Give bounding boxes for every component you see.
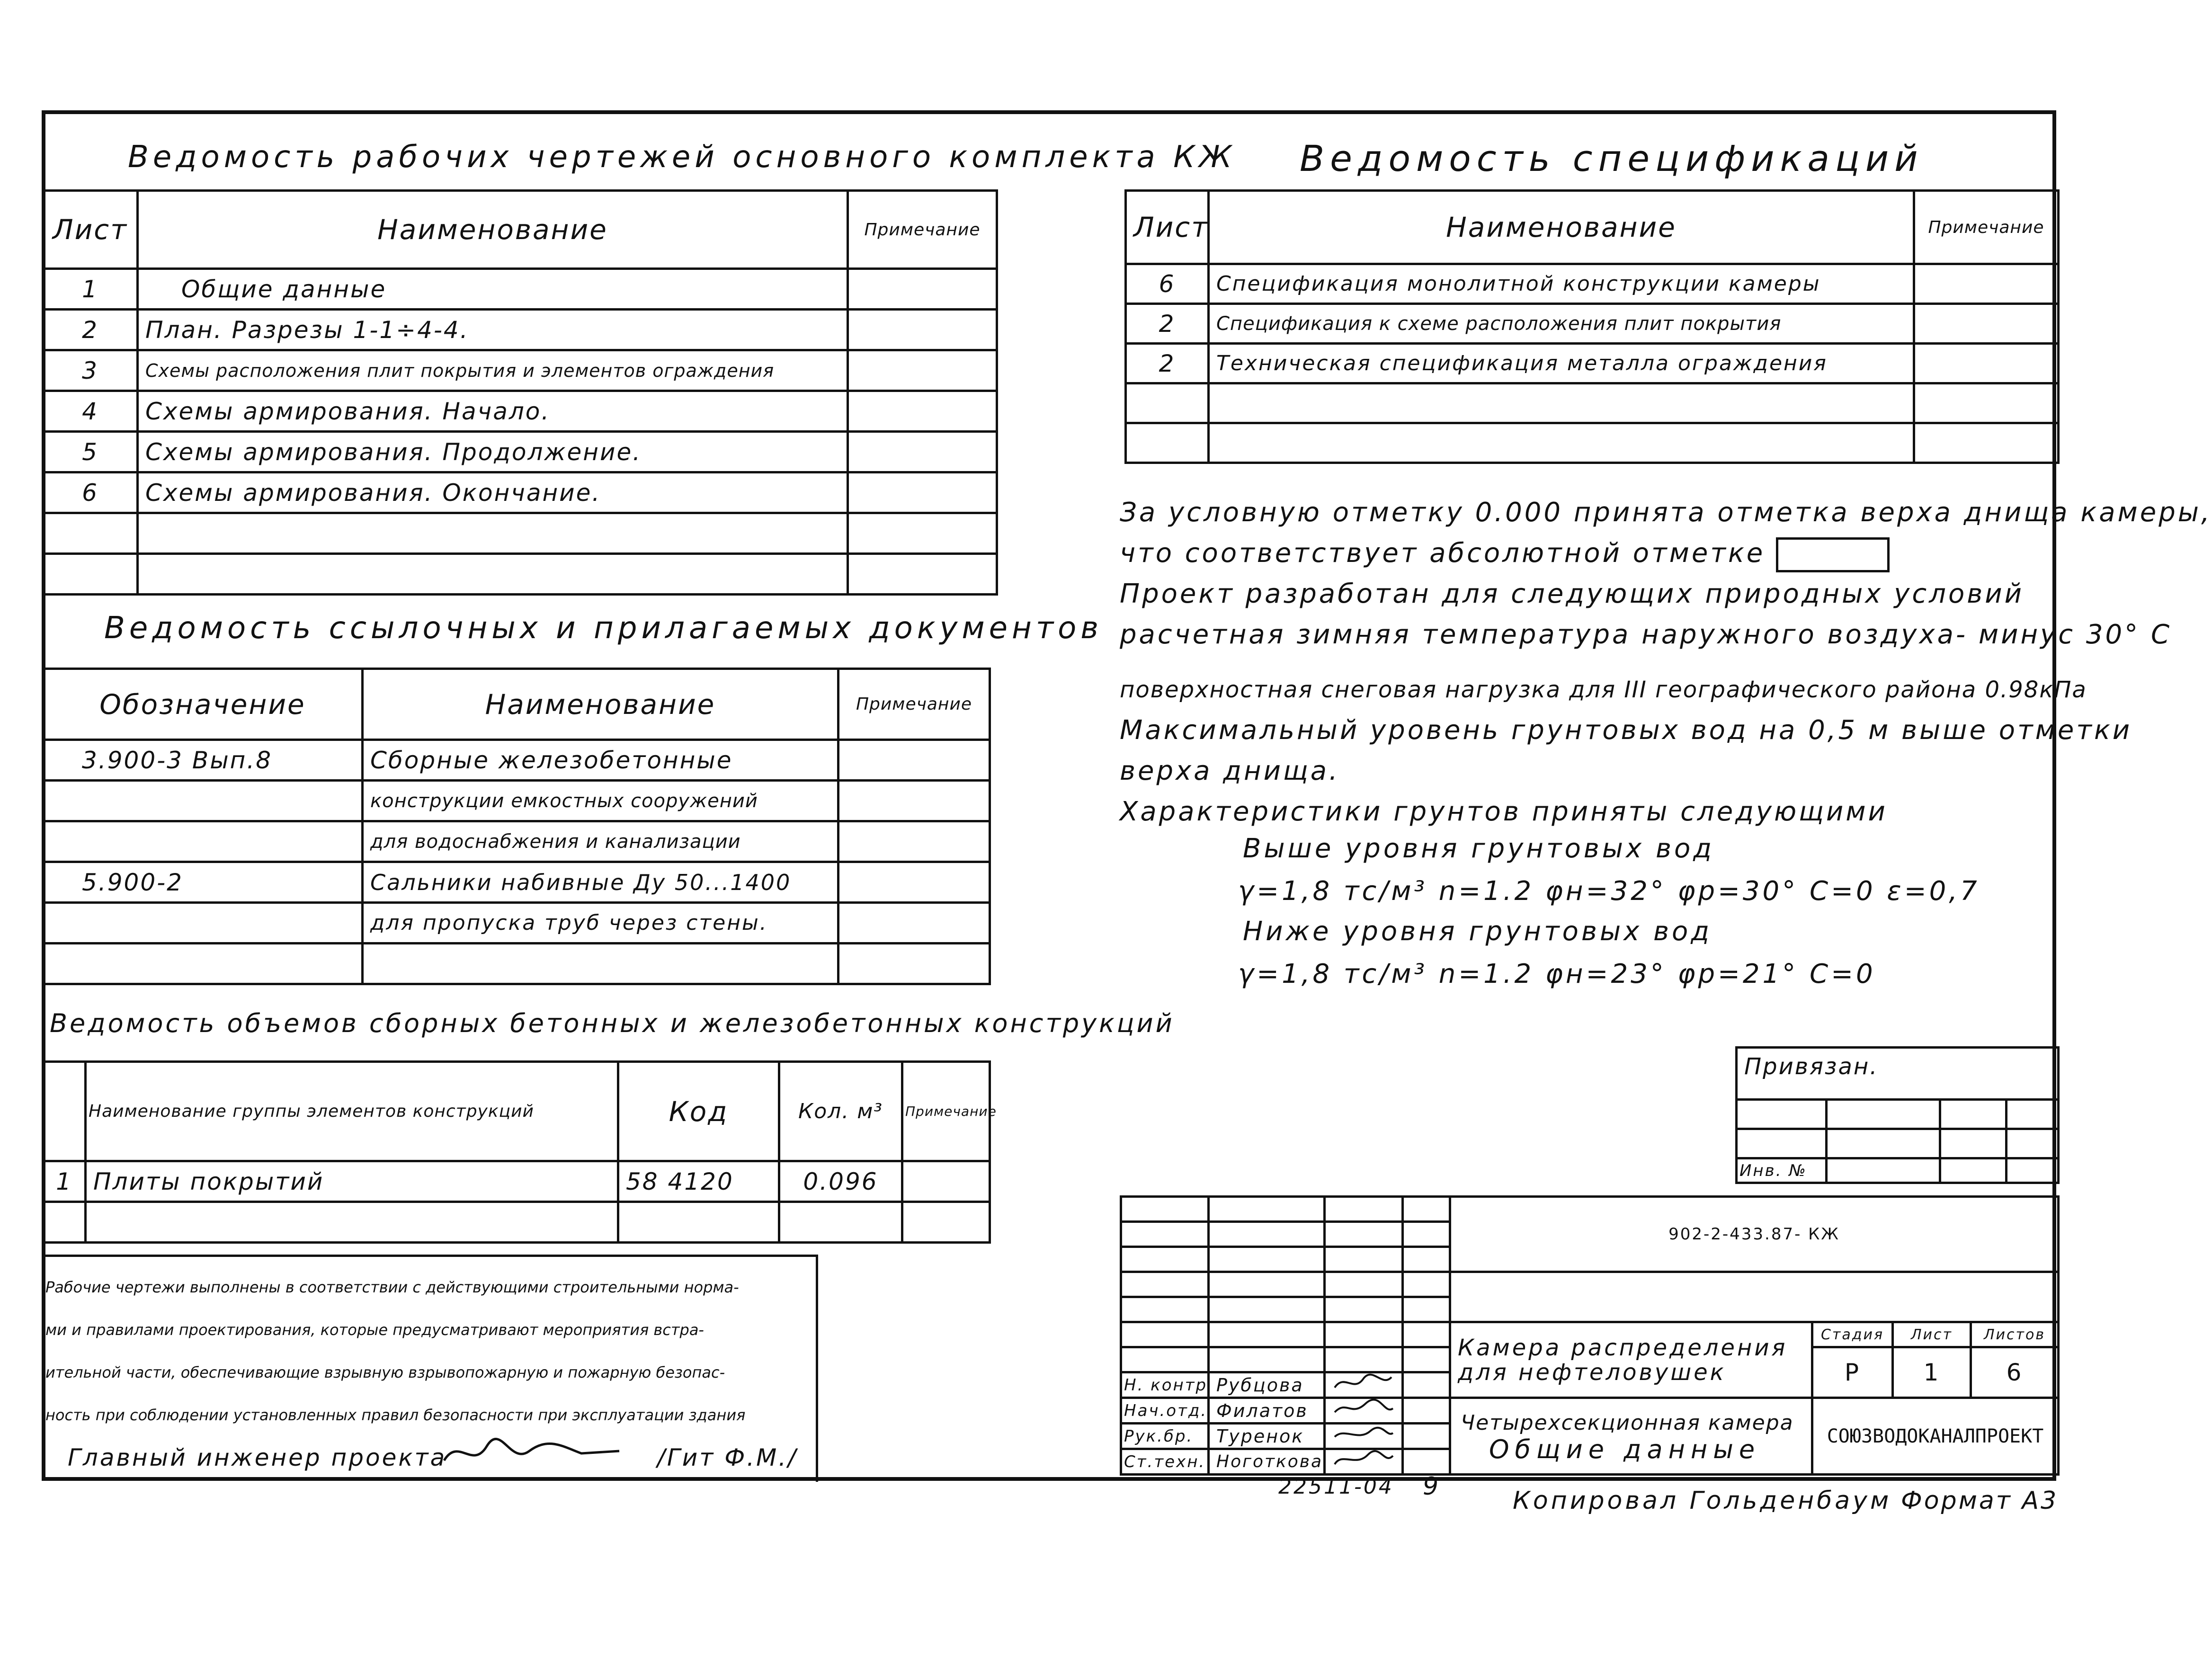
document-code: 902-2-433.87- КЖ	[1450, 1197, 2059, 1272]
row-name: Схемы расположения плит покрытия и элементов ограждения	[138, 350, 848, 391]
row-sheet: 6	[43, 472, 138, 513]
row-qty: 0.096	[779, 1161, 902, 1202]
footer-format: Формат А3	[1901, 1487, 2059, 1515]
volumes-table	[42, 1060, 997, 1244]
below-groundwater-label: Ниже уровня грунтовых вод	[1243, 916, 1713, 947]
staff-name: Филатов	[1209, 1398, 1325, 1424]
chief-signature	[439, 1432, 629, 1475]
row-name: Плиты покрытий	[86, 1161, 618, 1202]
sheets-value: 6	[1971, 1347, 2059, 1398]
reference-docs-title: Ведомость ссылочных и прилагаемых документов	[104, 611, 1103, 646]
above-groundwater-label: Выше уровня грунтовых вод	[1243, 833, 1714, 864]
organization: СОЮЗВОДОКАНАЛПРОЕКТ	[1812, 1398, 2059, 1475]
row-designation	[43, 903, 363, 944]
row-name: для пропуска труб через стены.	[363, 903, 838, 944]
chief-engineer-label: Главный инженер проекта	[68, 1444, 447, 1471]
note-line: Максимальный уровень грунтовых вод на 0,5 м выше отметки	[1120, 715, 2132, 746]
col-header-name: Наименование	[363, 669, 838, 740]
staff-signature	[1325, 1372, 1403, 1398]
stage-value: Р	[1812, 1347, 1893, 1398]
note-line: За условную отметку 0.000 принята отметка верха днища камеры,	[1120, 497, 2212, 528]
row-name: конструкции емкостных сооружений	[363, 781, 838, 821]
col-header-group-name: Наименование группы элементов конструкций	[86, 1062, 618, 1161]
row-designation: 5.900-2	[43, 862, 363, 903]
col-header-qty: Кол. м³	[779, 1062, 902, 1161]
col-header-name: Наименование	[138, 191, 848, 269]
col-header-note: Примечание	[902, 1062, 990, 1161]
staff-name: Туренок	[1209, 1424, 1325, 1449]
sheet-title-line-1: Четырехсекционная камера	[1461, 1410, 1794, 1435]
footer-number: 22511-04	[1278, 1475, 1394, 1499]
row-name: Техническая спецификация металла ограждения	[1209, 344, 1914, 383]
col-header-sheet: Лист	[43, 191, 138, 269]
compliance-box	[42, 1255, 818, 1482]
row-designation	[43, 781, 363, 821]
row-sheet: 3	[43, 350, 138, 391]
row-name: Сборные железобетонные	[363, 740, 838, 781]
volumes-title: Ведомость объемов сборных бетонных и железобетонных конструкций	[50, 1008, 1175, 1038]
object-name: Камера распределения для нефтеловушек	[1450, 1322, 1812, 1398]
footer-copied: Копировал Гольденбаум	[1513, 1487, 1892, 1515]
reference-docs-table	[42, 668, 991, 985]
compliance-line: ность при соблюдении установленных правил безопасности при эксплуатации здания	[45, 1406, 746, 1424]
row-name: План. Разрезы 1-1÷4-4.	[138, 310, 848, 350]
col-header-designation: Обозначение	[43, 669, 363, 740]
col-header-name: Наименование	[1209, 191, 1914, 264]
sheet-value: 1	[1893, 1347, 1971, 1398]
binding-table	[1735, 1046, 2060, 1184]
col-header-sheet: Лист	[1126, 191, 1209, 264]
row-sheet: 2	[1126, 304, 1209, 344]
staff-role: Ст.техн.	[1121, 1449, 1209, 1475]
row-sheet: 6	[1126, 264, 1209, 304]
drawings-list-table	[42, 189, 998, 596]
row-sheet: 2	[1126, 344, 1209, 383]
staff-signature	[1325, 1398, 1403, 1424]
row-name: Спецификация к схеме расположения плит покрытия	[1209, 304, 1914, 344]
binding-label: Привязан.	[1737, 1048, 2059, 1100]
note-line: Характеристики грунтов приняты следующими	[1120, 796, 1888, 827]
staff-signature	[1325, 1424, 1403, 1449]
row-designation: 3.900-3 Вып.8	[43, 740, 363, 781]
note-line: Проект разработан для следующих природных условий	[1120, 579, 2025, 609]
row-sheet: 4	[43, 391, 138, 432]
row-name: Сальники набивные Ду 50...1400	[363, 862, 838, 903]
row-name: Общие данные	[138, 269, 848, 310]
sheet-label: Лист	[1893, 1322, 1971, 1347]
row-name: Схемы армирования. Начало.	[138, 391, 848, 432]
row-name: Схемы армирования. Окончание.	[138, 472, 848, 513]
note-line: расчетная зимняя температура наружного воздуха- минус 30° С	[1120, 619, 2172, 650]
sheet-title	[1450, 1398, 1812, 1475]
col-header-note: Примечание	[848, 191, 997, 269]
chief-engineer-name: /Гит Ф.М./	[657, 1444, 798, 1471]
staff-name: Ноготкова	[1209, 1449, 1325, 1475]
sheet-title-line-2: Общие данные	[1489, 1434, 1761, 1464]
row-name: Спецификация монолитной конструкции камеры	[1209, 264, 1914, 304]
staff-name: Рубцова	[1209, 1372, 1325, 1398]
row-designation	[43, 821, 363, 862]
compliance-line: ительной части, обеспечивающие взрывную взрывопожарную и пожарную безопас-	[45, 1363, 725, 1381]
col-header-note: Примечание	[838, 669, 990, 740]
row-name: для водоснабжения и канализации	[363, 821, 838, 862]
row-sheet: 2	[43, 310, 138, 350]
below-groundwater-values: γ=1,8 тс/м³ n=1.2 φн=23° φр=21° С=0	[1238, 959, 1876, 989]
inventory-number-label: Инв. №	[1737, 1158, 1827, 1183]
col-header-code: Код	[618, 1062, 779, 1161]
row-name: Схемы армирования. Продолжение.	[138, 432, 848, 472]
row-sheet: 1	[43, 269, 138, 310]
col-header-note: Примечание	[1914, 191, 2059, 264]
staff-role: Н. контр	[1121, 1372, 1209, 1398]
row-num: 1	[43, 1161, 86, 1202]
notes-block	[1120, 492, 2212, 832]
note-line: что соответствует абсолютной отметке	[1120, 533, 2212, 574]
above-groundwater-values: γ=1,8 тс/м³ n=1.2 φн=32° φр=30° С=0 ε=0,7	[1238, 876, 1980, 907]
specs-list-title: Ведомость спецификаций	[1300, 137, 1924, 179]
title-block	[1120, 1195, 2060, 1476]
stage-label: Стадия	[1812, 1322, 1893, 1347]
compliance-line: ми и правилами проектирования, которые предусматривают мероприятия встра-	[45, 1321, 704, 1339]
row-sheet: 5	[43, 432, 138, 472]
staff-role: Рук.бр.	[1121, 1424, 1209, 1449]
staff-role: Нач.отд.	[1121, 1398, 1209, 1424]
staff-signature	[1325, 1449, 1403, 1475]
sheets-label: Листов	[1971, 1322, 2059, 1347]
specs-list-table	[1124, 189, 2060, 464]
drawings-list-title: Ведомость рабочих чертежей основного комплекта КЖ	[128, 140, 1236, 175]
compliance-line: Рабочие чертежи выполнены в соответствии с действующими строительными норма-	[45, 1278, 739, 1296]
footer-page: 9	[1423, 1472, 1441, 1501]
note-line: поверхностная снеговая нагрузка для III географического района 0.98кПа	[1120, 677, 2087, 703]
absolute-elevation-box	[1776, 537, 1890, 572]
row-code: 58 4120	[618, 1161, 779, 1202]
note-line: верха днища.	[1120, 756, 1340, 786]
